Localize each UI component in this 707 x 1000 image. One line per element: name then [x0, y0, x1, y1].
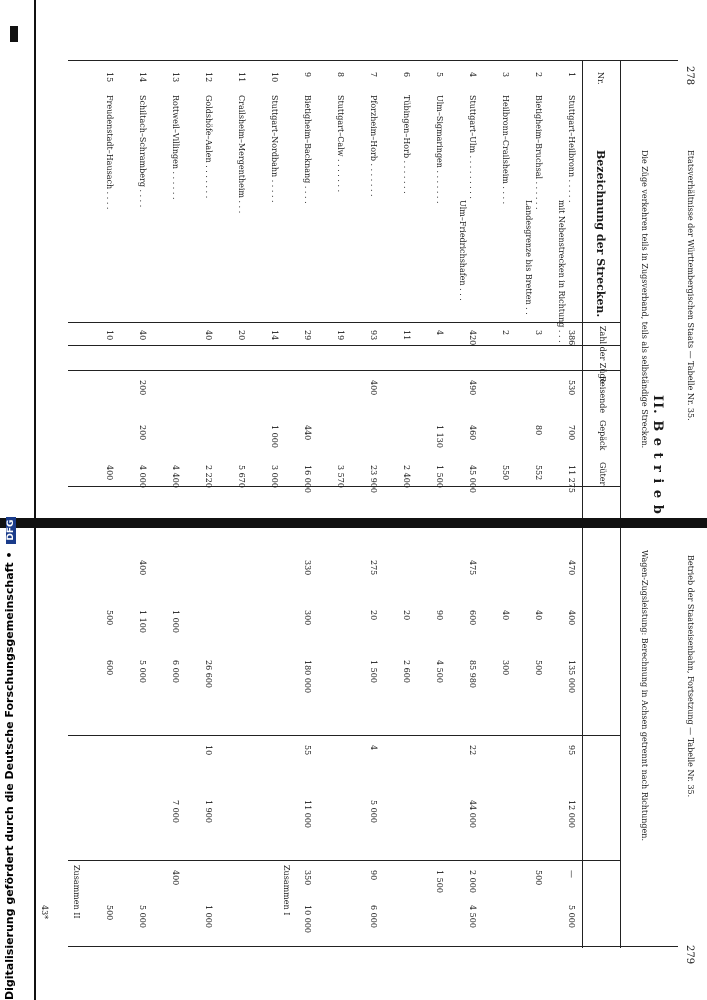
row-r2: 1 100 — [138, 610, 147, 633]
row-r5: 5 000 — [369, 800, 378, 823]
row-val-c: 550 — [501, 465, 510, 481]
section-title: II. B e t r i e b — [650, 395, 665, 515]
row-nr: 5 — [435, 72, 444, 78]
row-nr: 15 — [105, 72, 114, 83]
row-zahl: 93 — [369, 330, 378, 341]
row-r3: 1 500 — [369, 660, 378, 683]
row-r2: 1 000 — [171, 610, 180, 633]
row-val-a: 200 — [138, 380, 147, 396]
row-r3: 135 000 — [567, 660, 576, 694]
footer-text: Digitalisierung gefördert durch die Deutsche Forschungsgemeinschaft • — [3, 551, 16, 1000]
scan-corner-mark — [10, 26, 18, 42]
row-r6: 90 — [369, 870, 378, 881]
table-top-rule — [68, 60, 678, 61]
row-val-c: 23 900 — [369, 465, 378, 493]
row-r4: 22 — [468, 745, 477, 756]
row-name: Rottweil–Villingen . . . . . . — [171, 95, 180, 200]
row-r4: 10 — [204, 745, 213, 756]
row-r7: 4 500 — [468, 905, 477, 928]
row-r2: 600 — [468, 610, 477, 626]
row-r1: 400 — [138, 560, 147, 576]
row-r1: 475 — [468, 560, 477, 576]
col-b-heading: Gepäck — [598, 420, 607, 451]
row-zahl: 420 — [468, 330, 477, 346]
row-name: Bietigheim–Bruchsal . . . . . . — [534, 95, 543, 210]
row-zahl: 14 — [270, 330, 279, 341]
row-nr: 2 — [534, 72, 543, 78]
row-sub: Landesgrenze bis Bretten . . — [524, 200, 533, 315]
row-r5: 44 000 — [468, 800, 477, 828]
header-rule-left — [620, 60, 621, 518]
row-name: Schiltach–Schramberg . . . . — [138, 95, 147, 208]
col-c-heading: Güter — [598, 462, 607, 486]
col-a-heading: Reisende — [598, 376, 607, 414]
row-nr: 10 — [270, 72, 279, 83]
row-zahl: 10 — [105, 330, 114, 341]
row-r2: 40 — [501, 610, 510, 621]
row-val-b: 460 — [468, 425, 477, 441]
row-r4: 95 — [567, 745, 576, 756]
row-r2: 300 — [303, 610, 312, 626]
row-r4: 55 — [303, 745, 312, 756]
row-r1: 470 — [567, 560, 576, 576]
row-val-c: 1 500 — [435, 465, 444, 488]
row-r1: 275 — [369, 560, 378, 576]
row-r3: 6 000 — [171, 660, 180, 683]
row-r5: 12 000 — [567, 800, 576, 828]
table-bottom-rule — [68, 946, 678, 947]
row-nr: 3 — [501, 72, 510, 78]
row-zahl: 19 — [336, 330, 345, 341]
page-edge-line — [34, 0, 36, 1000]
col-rule-3 — [68, 370, 620, 371]
row-r6: — — [567, 870, 576, 878]
page-number-left: 278 — [684, 66, 695, 86]
row-val-c: 16 000 — [303, 465, 312, 493]
row-zahl: 40 — [204, 330, 213, 341]
row-nr: 9 — [303, 72, 312, 78]
book-gutter — [0, 518, 707, 528]
page-number-right: 279 — [684, 945, 695, 965]
row-nr: 6 — [402, 72, 411, 78]
row-val-c: 552 — [534, 465, 543, 481]
row-r2: 20 — [369, 610, 378, 621]
header-rule-right-2 — [582, 528, 583, 948]
col-nr-heading: Nr. — [596, 72, 605, 85]
col-rule-5 — [68, 735, 620, 736]
row-r7: 1 000 — [204, 905, 213, 928]
header-right: Betrieb der Staatseisenbahn, Fortsetzung — Tabelle Nr. 35. — [686, 555, 695, 798]
row-r3: 4 500 — [435, 660, 444, 683]
row-r5: 7 000 — [171, 800, 180, 823]
row-name: Heilbronn–Crailsheim . . . . — [501, 95, 510, 205]
col-zahl-heading: Zahl der Züge — [598, 326, 607, 384]
row-r7: 10 000 — [303, 905, 312, 933]
row-val-a: 400 — [369, 380, 378, 396]
row-val-c: 2 400 — [402, 465, 411, 488]
row-r3: 2 600 — [402, 660, 411, 683]
row-zahl: 386 — [567, 330, 576, 346]
row-val-c: 4 400 — [171, 465, 180, 488]
row-r3: 5 000 — [138, 660, 147, 683]
strecken-heading: Bezeichnung der Strecken. — [594, 150, 607, 318]
col-rule-2 — [68, 345, 620, 346]
row-r1: 330 — [303, 560, 312, 576]
row-r3: 500 — [534, 660, 543, 676]
row-name: Stuttgart–Ulm . . . . . . . . . — [468, 95, 477, 199]
row-r6: 1 500 — [435, 870, 444, 893]
row-r7: 500 — [105, 905, 114, 921]
header-rule-left-2 — [582, 60, 583, 518]
header-rule-right — [620, 528, 621, 948]
row-val-c: 3 570 — [336, 465, 345, 488]
row-val-b: 80 — [534, 425, 543, 436]
row-val-b: 200 — [138, 425, 147, 441]
row-zahl: 29 — [303, 330, 312, 341]
header-left: Etatsverhältnisse der Württembergischen Staats — Tabelle Nr. 35. — [686, 150, 695, 421]
row-val-b: 1 000 — [270, 425, 279, 448]
row-r2: 20 — [402, 610, 411, 621]
col-rule-1 — [68, 322, 620, 323]
row-val-c: 4 000 — [138, 465, 147, 488]
row-r3: 600 — [105, 660, 114, 676]
row-name: Pforzheim–Horb . . . . . . . — [369, 95, 378, 197]
row-val-b: 1 130 — [435, 425, 444, 448]
row-r3: 180 000 — [303, 660, 312, 694]
row-r3: 300 — [501, 660, 510, 676]
zusammen-2: Zusammen II — [72, 865, 81, 919]
row-name: Goldshöfe–Aalen . . . . . . . — [204, 95, 213, 199]
note-right: Wagen-Zugsleistung: Berechnung in Achsen getrennt nach Richtungen. — [640, 550, 649, 841]
row-r2: 500 — [105, 610, 114, 626]
row-nr: 7 — [369, 72, 378, 78]
row-r5: 11 000 — [303, 800, 312, 828]
row-sub: mit Nebenstrecken in Richtung . . . — [557, 200, 566, 343]
row-r6: 500 — [534, 870, 543, 886]
row-zahl: 40 — [138, 330, 147, 341]
row-name: Freudenstadt–Hausach . . . . — [105, 95, 114, 210]
row-zahl: 20 — [237, 330, 246, 341]
row-val-a: 490 — [468, 380, 477, 396]
dfg-logo: DFG — [6, 517, 16, 544]
row-r7: 6 000 — [369, 905, 378, 928]
row-r5: 1 900 — [204, 800, 213, 823]
row-nr: 13 — [171, 72, 180, 83]
row-r2: 90 — [435, 610, 444, 621]
row-name: Crailsheim–Mergentheim . . . — [237, 95, 246, 214]
row-zahl: 2 — [501, 330, 510, 336]
row-nr: 11 — [237, 72, 246, 83]
row-r4: 4 — [369, 745, 378, 751]
row-name: Stuttgart–Calw . . . . . . . — [336, 95, 345, 193]
row-nr: 12 — [204, 72, 213, 83]
row-r2: 400 — [567, 610, 576, 626]
row-val-c: 45 000 — [468, 465, 477, 493]
row-name: Stuttgart–Heilbronn . . . . . — [567, 95, 576, 203]
row-val-b: 440 — [303, 425, 312, 441]
row-zahl: 4 — [435, 330, 444, 336]
row-nr: 4 — [468, 72, 477, 78]
row-val-c: 5 670 — [237, 465, 246, 488]
row-r7: 5 000 — [138, 905, 147, 928]
row-val-a: 530 — [567, 380, 576, 396]
row-zahl: 3 — [534, 330, 543, 336]
zusammen-1: Zusammen I — [282, 865, 291, 916]
row-r3: 85 980 — [468, 660, 477, 688]
row-r3: 26 600 — [204, 660, 213, 688]
row-r2: 40 — [534, 610, 543, 621]
row-r6: 350 — [303, 870, 312, 886]
row-nr: 8 — [336, 72, 345, 78]
dfg-footer — [3, 519, 16, 1000]
row-val-c: 11 275 — [567, 465, 576, 493]
row-val-c: 3 000 — [270, 465, 279, 488]
row-nr: 14 — [138, 72, 147, 83]
note-left: Die Züge verkehren teils in Zugsverband, teils als selbständige Strecken. — [640, 150, 649, 449]
row-val-b: 700 — [567, 425, 576, 441]
row-zahl: 11 — [402, 330, 411, 341]
page-ref: 43* — [40, 905, 49, 920]
row-name: Stuttgart–Nordbahn . . . . . — [270, 95, 279, 203]
row-r7: 5 000 — [567, 905, 576, 928]
row-sub: Ulm–Friedrichshafen . . . — [458, 200, 467, 301]
row-name: Tübingen–Horb . . . . . . . — [402, 95, 411, 194]
row-name: Ulm–Sigmaringen . . . . . . . — [435, 95, 444, 204]
row-val-c: 400 — [105, 465, 114, 481]
row-name: Bietigheim–Backnang . . . . — [303, 95, 312, 204]
row-r6: 2 000 — [468, 870, 477, 893]
row-nr: 1 — [567, 72, 576, 78]
row-val-c: 2 220 — [204, 465, 213, 488]
col-rule-6 — [68, 860, 620, 861]
row-r6: 400 — [171, 870, 180, 886]
